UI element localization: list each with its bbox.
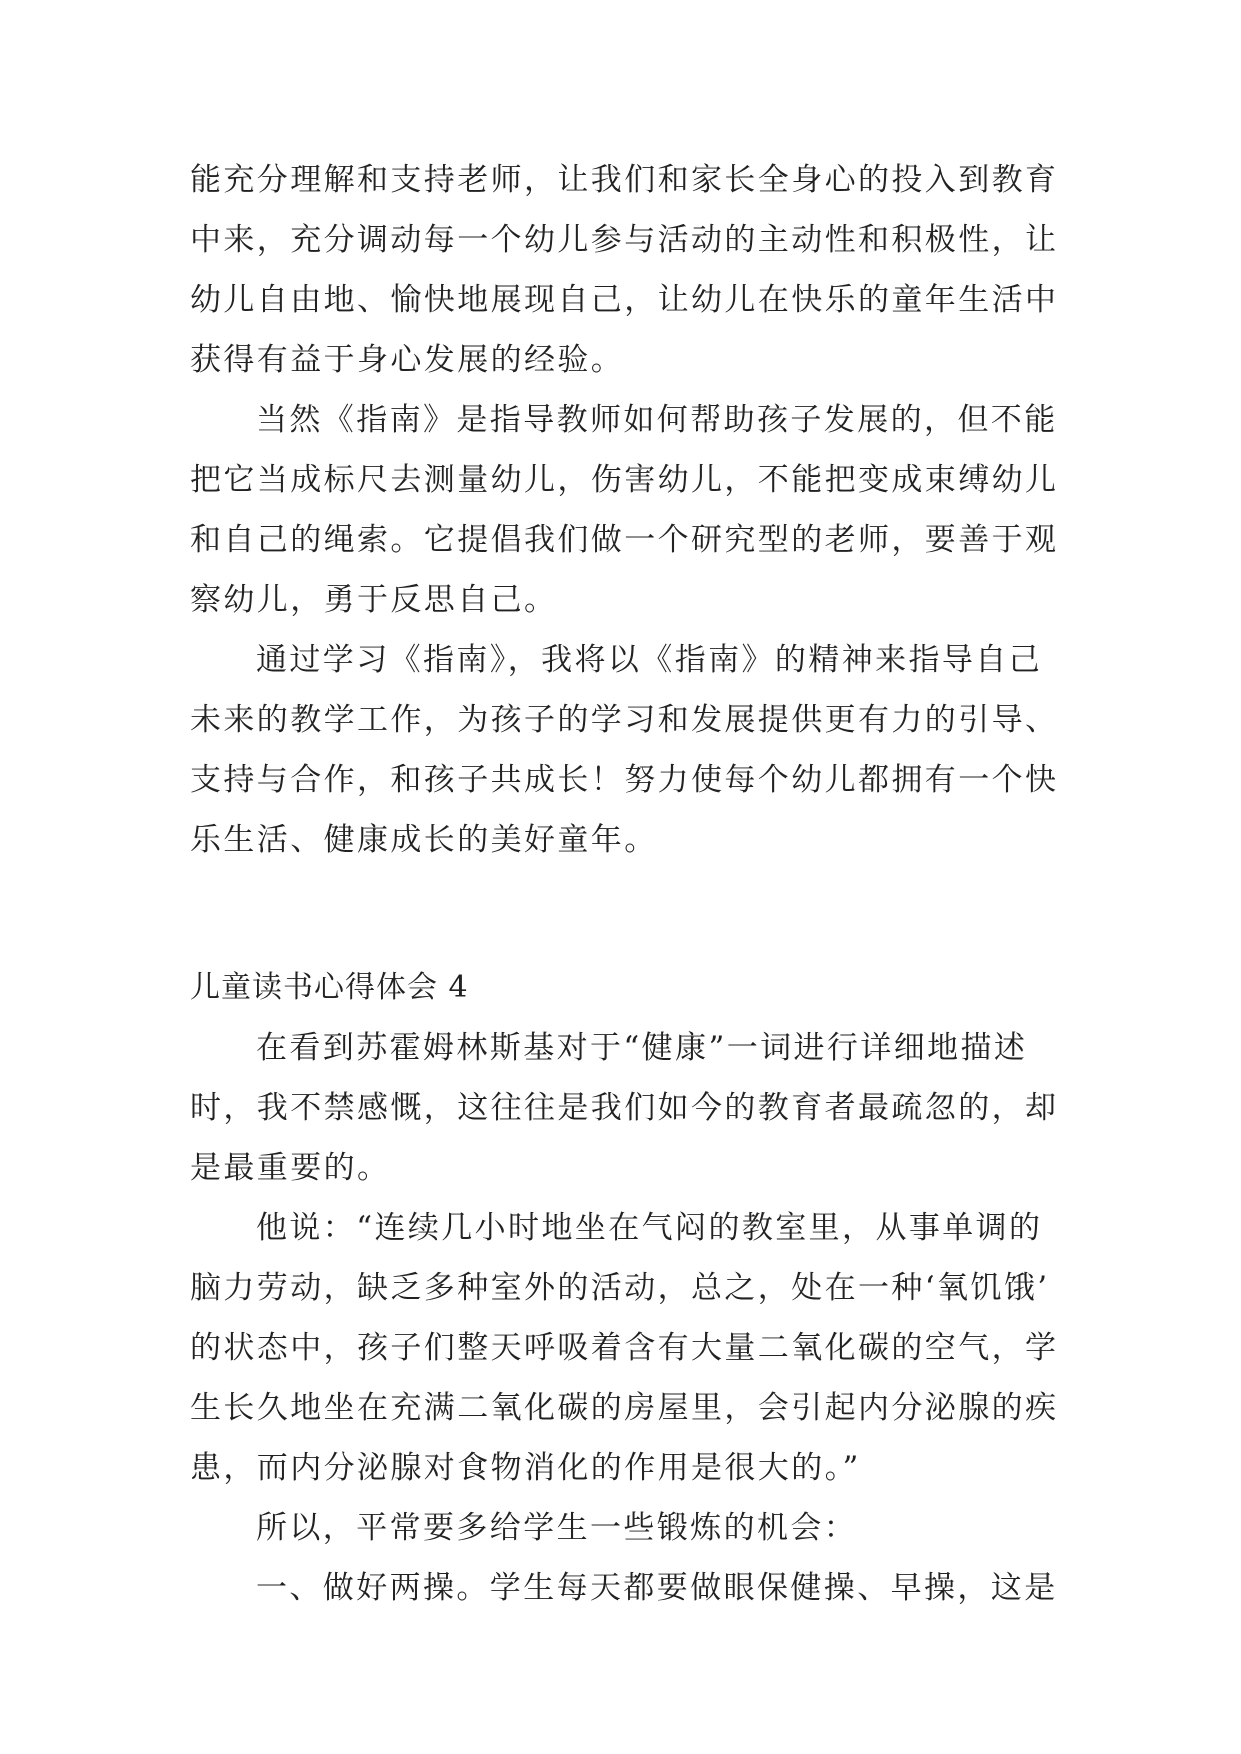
text-line: 所以，平常要多给学生一些锻炼的机会：: [256, 1510, 858, 1546]
section-title: 儿童读书心得体会 4: [190, 970, 469, 1005]
document-body: [190, 150, 1070, 1618]
text-line: 察幼儿，勇于反思自己。: [190, 582, 558, 618]
text-line: 一、做好两操。学生每天都要做眼保健操、早操，这是: [256, 1570, 1058, 1606]
text-line: 乐生活、健康成长的美好童年。: [190, 822, 658, 858]
text-line: 当然《指南》是指导教师如何帮助孩子发展的，但不能: [256, 402, 1058, 438]
paragraph: [190, 1198, 1070, 1498]
paragraph: [190, 1558, 1070, 1618]
text-line: 的状态中，孩子们整天呼吸着含有大量二氧化碳的空气，学: [190, 1330, 1059, 1366]
text-line: 通过学习《指南》，我将以《指南》的精神来指导自己: [256, 642, 1043, 678]
paragraph: [190, 150, 1070, 390]
text-line: 幼儿自由地、愉快地展现自己，让幼儿在快乐的童年生活中: [190, 282, 1059, 318]
text-line: 是最重要的。: [190, 1150, 391, 1186]
paragraph: [190, 1498, 1070, 1558]
text-line: 脑力劳动，缺乏多种室外的活动，总之，处在一种‘氧饥饿’: [190, 1270, 1050, 1306]
text-line: 未来的教学工作，为孩子的学习和发展提供更有力的引导、: [190, 702, 1059, 738]
text-line: 时，我不禁感慨，这往往是我们如今的教育者最疏忽的，却: [190, 1090, 1059, 1126]
text-line: 和自己的绳索。它提倡我们做一个研究型的老师，要善于观: [190, 522, 1059, 558]
text-line: 在看到苏霍姆林斯基对于“健康”一词进行详细地描述: [256, 1030, 1028, 1066]
text-line: 他说：“连续几小时地坐在气闷的教室里，从事单调的: [256, 1210, 1043, 1246]
section-spacer: [190, 870, 1070, 958]
text-line: 把它当成标尺去测量幼儿，伤害幼儿，不能把变成束缚幼儿: [190, 462, 1059, 498]
paragraph: [190, 630, 1070, 870]
text-line: 获得有益于身心发展的经验。: [190, 342, 625, 378]
paragraph: [190, 390, 1070, 630]
paragraph: [190, 1018, 1070, 1198]
text-line: 患，而内分泌腺对食物消化的作用是很大的。”: [190, 1450, 861, 1486]
text-line: 中来，充分调动每一个幼儿参与活动的主动性和积极性，让: [190, 222, 1059, 258]
text-line: 生长久地坐在充满二氧化碳的房屋里，会引起内分泌腺的疾: [190, 1390, 1059, 1426]
text-line: 支持与合作，和孩子共成长！努力使每个幼儿都拥有一个快: [190, 762, 1059, 798]
text-line: 能充分理解和支持老师，让我们和家长全身心的投入到教育: [190, 162, 1059, 198]
